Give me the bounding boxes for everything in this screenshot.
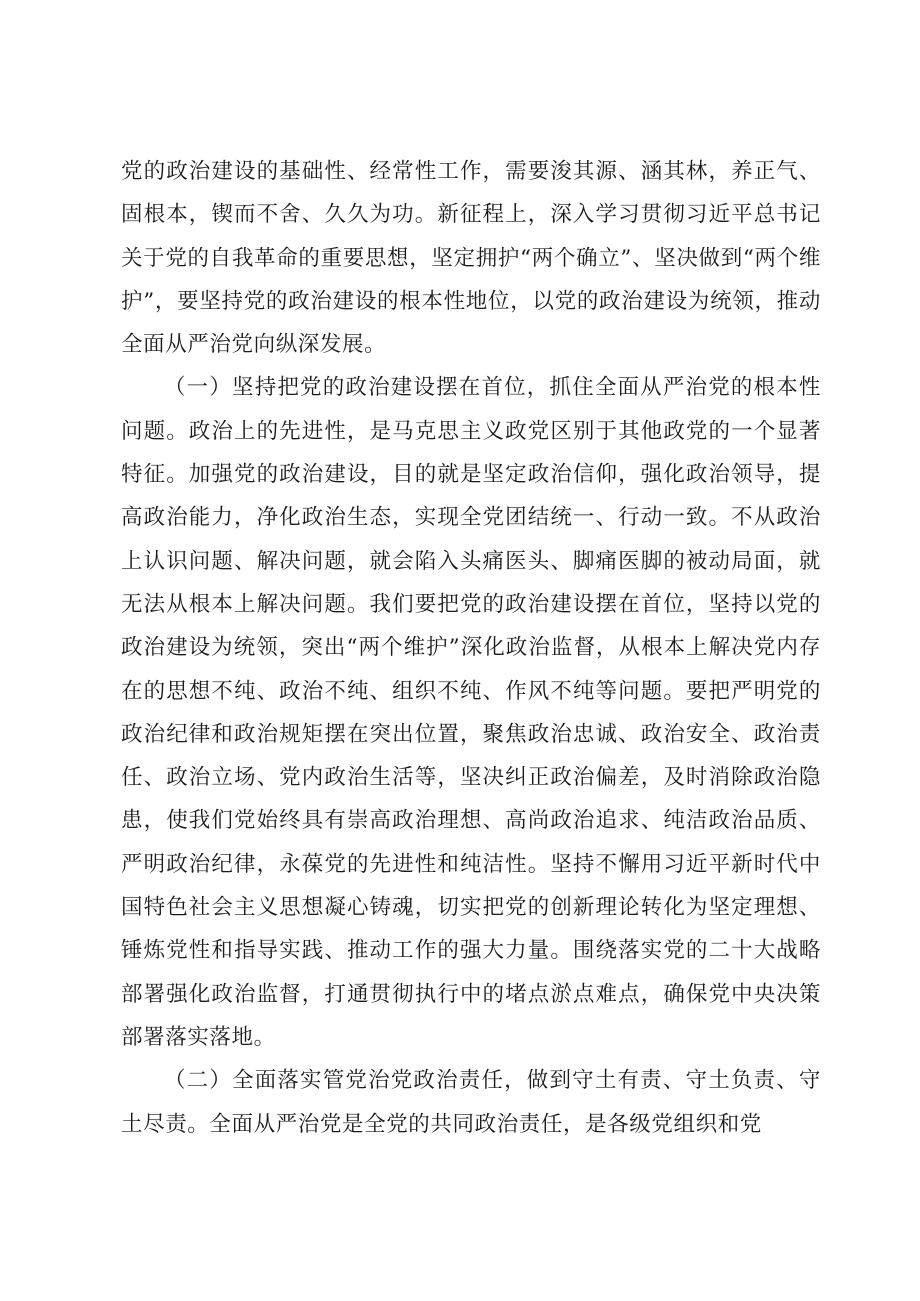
paragraph-section-2: （二）全面落实管党治党政治责任，做到守土有责、守土负责、守土尽责。全面从严治党是全党的共同政治责任，是各级党组织和党 (121, 1068, 821, 1137)
document-body (121, 150, 821, 1146)
paragraph-section-1: （一）坚持把党的政治建设摆在首位，抓住全面从严治党的根本性问题。政治上的先进性，是马克思主义政党区别于其他政党的一个显著特征。加强党的政治建设，目的就是坚定政治信仰，强化政治领导，提高政治能力，净化政治生态，实现全党团结统一、行动一致。不从政治上认识问题、解决问题，就会陷入头痛医头、脚痛医脚的被动局面，就无法从根本上解决问题。我们要把党的政治建设摆在首位，坚持以党的政治建设为统领，突出“两个维护”深化政治监督，从根本上解决党内存在的思想不纯、政治不纯、组织不纯、作风不纯等问题。要把严明党的政治纪律和政治规矩摆在突出位置，聚焦政治忠诚、政治安全、政治责任、政治立场、党内政治生活等，坚决纠正政治偏差，及时消除政治隐患，使我们党始终具有崇高政治理想、高尚政治追求、纯洁政治品质、严明政治纪律，永葆党的先进性和纯洁性。坚持不懈用习近平新时代中国特色社会主义思想凝心铸魂，切实把党的创新理论转化为坚定理想、锤炼党性和指导实践、推动工作的强大力量。围绕落实党的二十大战略部署强化政治监督，打通贯彻执行中的堵点淤点难点，确保党中央决策部署落实落地。 (121, 375, 821, 1050)
paragraph-intro: 党的政治建设的基础性、经常性工作，需要浚其源、涵其林，养正气、固根本，锲而不舍、久久为功。新征程上，深入学习贯彻习近平总书记关于党的自我革命的重要思想，坚定拥护“两个确立”、坚决做到“两个维护”，要坚持党的政治建设的根本性地位，以党的政治建设为统领，推动全面从严治党向纵深发展。 (121, 159, 821, 358)
